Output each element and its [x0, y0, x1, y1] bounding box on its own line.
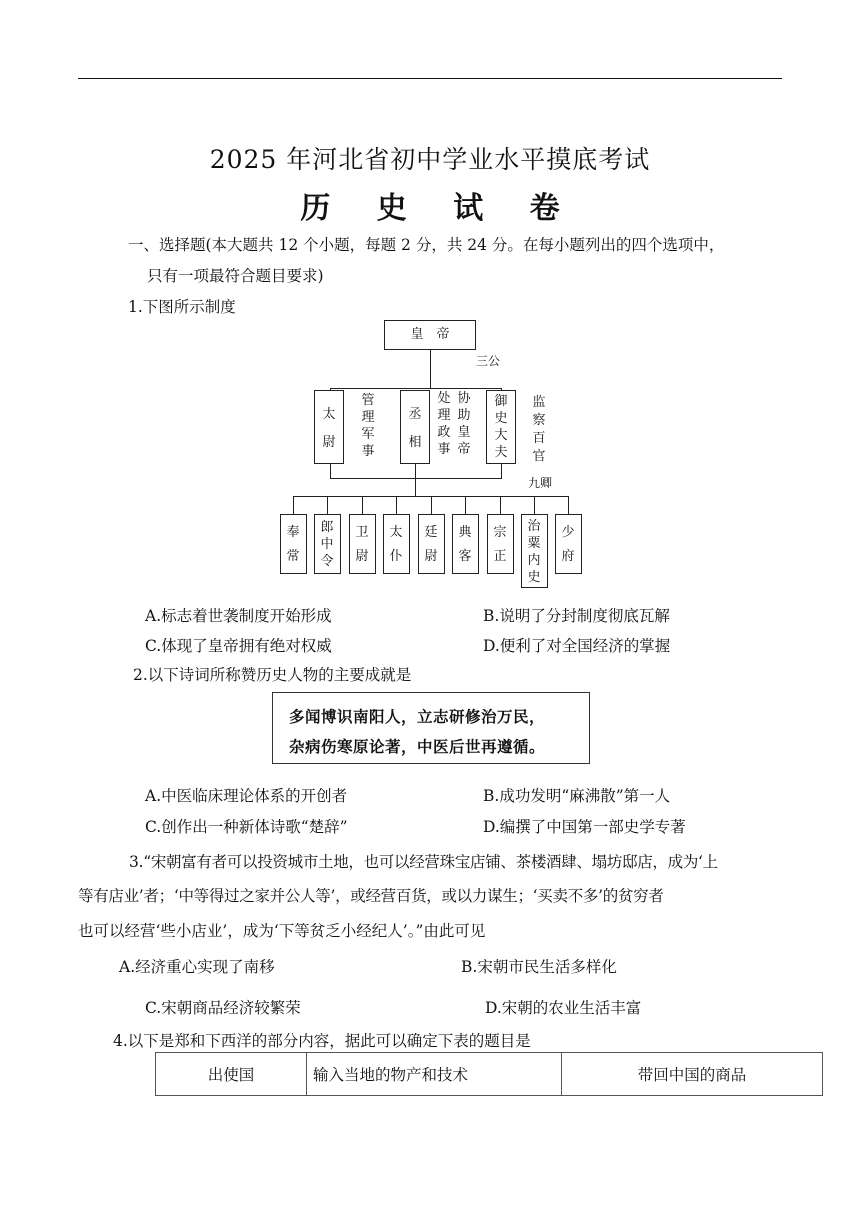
minister-box: [452, 514, 479, 574]
connector-line: [415, 478, 416, 496]
government-structure-diagram: [270, 318, 590, 598]
q2-option-d: D.编撰了中国第一部史学专著: [483, 818, 686, 836]
minister-box: [383, 514, 410, 574]
connector-line: [415, 464, 416, 478]
connector-line: [362, 496, 363, 514]
q2-option-b: B.成功发明“麻沸散”第一人: [483, 787, 671, 805]
table-header-cell: 输入当地的物产和技术: [307, 1053, 562, 1096]
connector-line: [431, 496, 432, 514]
taiwei-duty: 管理军事: [361, 393, 375, 459]
emperor-box: 皇 帝: [384, 320, 476, 350]
poem-box: [272, 692, 590, 764]
chengxiang-duty-2: 协助皇帝: [457, 391, 471, 457]
chengxiang-label: 丞相: [408, 407, 422, 450]
q3-option-d: D.宋朝的农业生活丰富: [485, 999, 642, 1017]
exam-title: 2025 年河北省初中学业水平摸底考试: [209, 145, 651, 174]
table-header-cell: 出使国: [156, 1053, 307, 1096]
q1-option-a: A.标志着世袭制度开始形成: [145, 607, 332, 625]
connector-line: [500, 496, 501, 514]
connector-line: [465, 496, 466, 514]
minister-label: 廷尉: [424, 525, 438, 564]
connector-line: [396, 496, 397, 514]
q3-stem-line2: 等有店业’者；‘中等得过之家并公人等’，或经营百货，或以力谋生；‘买卖不多’的贫穷者: [78, 887, 664, 905]
chengxiang-duty-1: 处理政事: [437, 391, 451, 457]
sangong-label: 三公: [476, 354, 501, 368]
poem-line-2: 杂病伤寒原论著，中医后世再遵循。: [289, 738, 546, 756]
q4-stem: 4.以下是郑和下西洋的部分内容，据此可以确定下表的题目是: [113, 1032, 531, 1050]
minister-label: 少府: [561, 525, 575, 564]
minister-box: [487, 514, 514, 574]
exam-subtitle: 历 史 试 卷: [300, 191, 578, 226]
zhenghe-table: [155, 1052, 823, 1096]
minister-label: 治粟内史: [527, 519, 541, 585]
minister-box: [314, 514, 341, 574]
minister-label: 卫尉: [355, 525, 369, 564]
top-rule: [78, 78, 782, 79]
q3-option-c: C.宋朝商品经济较繁荣: [145, 999, 301, 1017]
q2-option-a: A.中医临床理论体系的开创者: [145, 787, 348, 805]
section-heading-line2: 只有一项最符合题目要求): [147, 267, 324, 285]
q1-option-c: C.体现了皇帝拥有绝对权威: [145, 637, 332, 655]
minister-label: 典客: [458, 525, 472, 564]
q1-option-b: B.说明了分封制度彻底瓦解: [483, 607, 670, 625]
connector-line: [430, 350, 431, 388]
jiuqing-label: 九卿: [528, 476, 553, 490]
q3-stem-line1: 3.“宋朝富有者可以投资城市土地，也可以经营珠宝店铺、茶楼酒肆、塌坊邸店，成为‘上: [129, 853, 718, 871]
minister-label: 宗正: [493, 525, 507, 564]
yushidafu-box: [486, 390, 516, 464]
q2-stem: 2.以下诗词所称赞历史人物的主要成就是: [133, 666, 412, 684]
taiwei-box: [314, 390, 344, 464]
q2-option-c: C.创作出一种新体诗歌“楚辞”: [145, 818, 348, 836]
connector-line: [534, 496, 535, 514]
taiwei-label: 太尉: [322, 407, 336, 450]
minister-box: [521, 514, 548, 588]
minister-label: 郎中令: [320, 520, 334, 569]
q3-option-b: B.宋朝市民生活多样化: [461, 958, 617, 976]
minister-box: [418, 514, 445, 574]
table-header-row: [156, 1053, 823, 1096]
connector-line: [501, 464, 502, 478]
connector-line: [330, 464, 331, 478]
minister-label: 太仆: [389, 525, 403, 564]
connector-line: [293, 496, 294, 514]
q3-stem-line3: 也可以经营‘些小店业’，成为‘下等贫乏小经纪人’。”由此可见: [78, 922, 486, 940]
table-header-cell: 带回中国的商品: [562, 1053, 823, 1096]
connector-line: [327, 496, 328, 514]
minister-box: [555, 514, 582, 574]
minister-box: [280, 514, 307, 574]
chengxiang-box: [400, 390, 430, 464]
minister-box: [349, 514, 376, 574]
yushidafu-duty: 监察百官: [532, 395, 546, 464]
poem-line-1: 多闻博识南阳人，立志研修治万民，: [289, 708, 546, 726]
section-heading-line1: 一、选择题(本大题共 12 个小题，每题 2 分，共 24 分。在每小题列出的四个选项中，: [128, 236, 725, 254]
connector-line: [568, 496, 569, 514]
q1-stem: 1.下图所示制度: [128, 298, 236, 316]
q1-option-d: D.便利了对全国经济的掌握: [483, 637, 671, 655]
minister-label: 奉常: [286, 525, 300, 564]
yushidafu-label: 御史大夫: [494, 394, 508, 460]
q3-option-a: A.经济重心实现了南移: [119, 958, 275, 976]
